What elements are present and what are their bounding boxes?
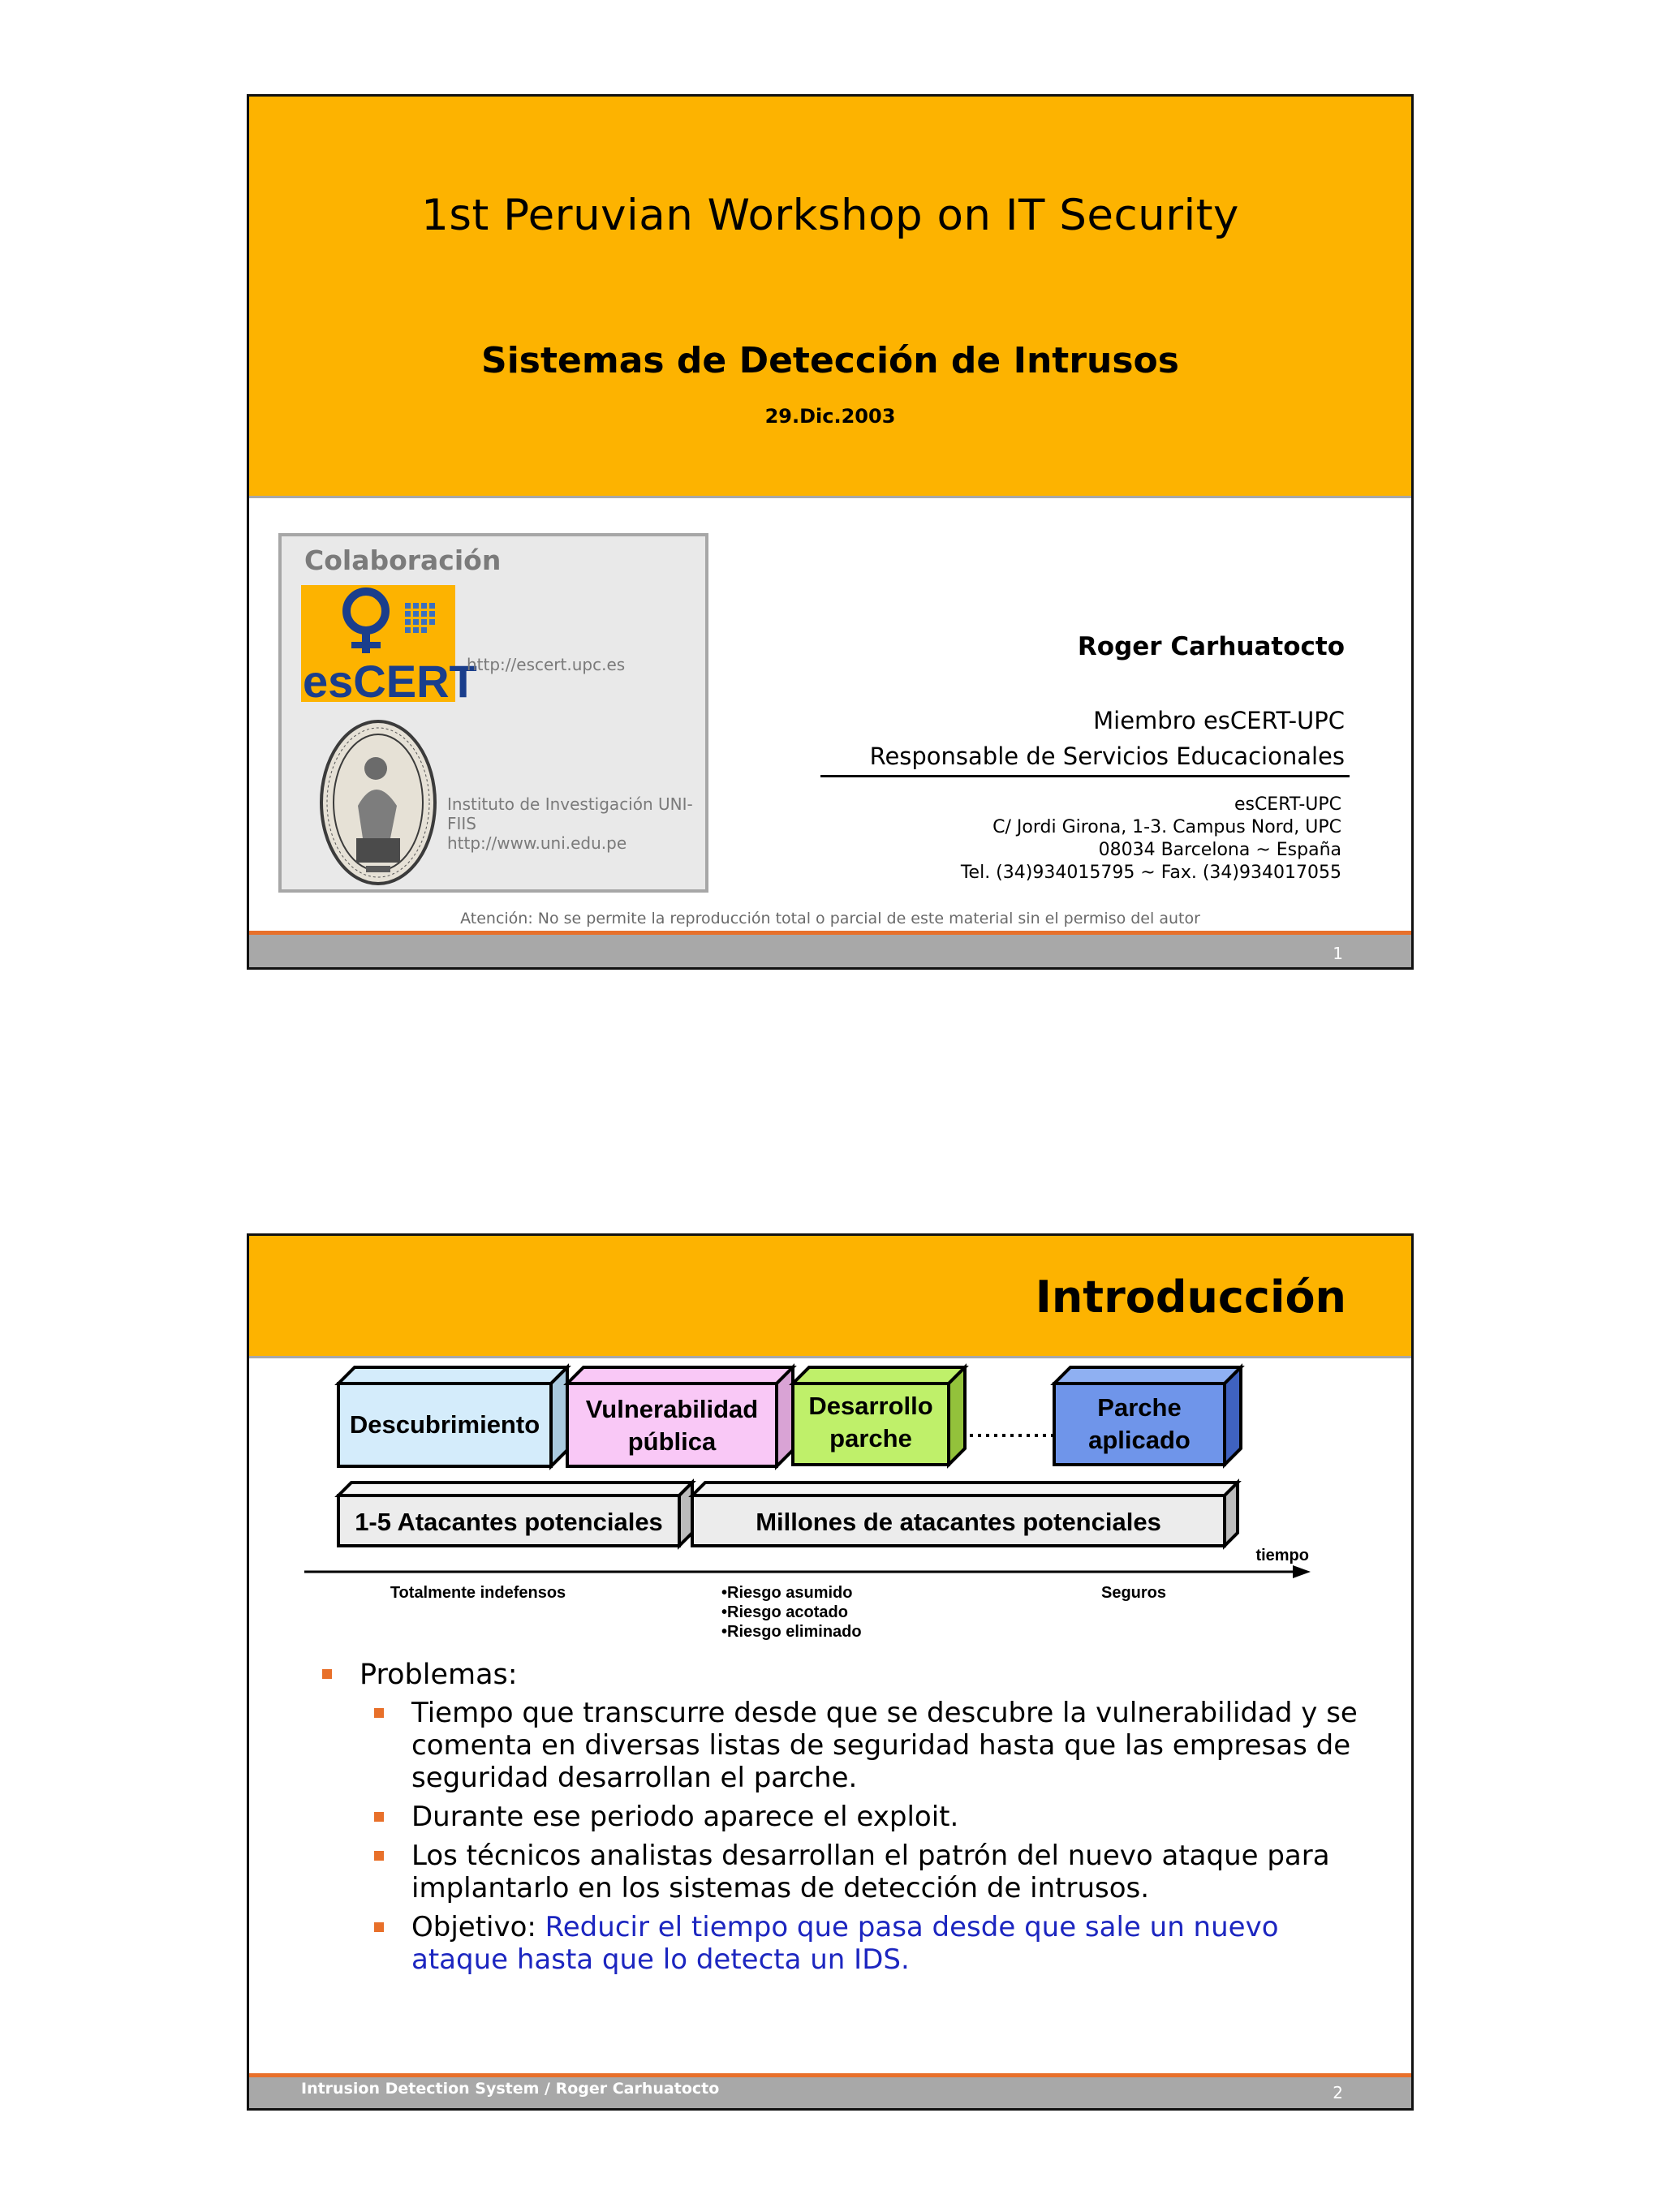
divider [820, 775, 1350, 777]
bullet-item-4 [314, 1911, 1369, 1976]
footer-bar [249, 935, 1411, 967]
objective-text: Reducir el tiempo que pasa desde que sale un nuevo ataque hasta que lo detecta un IDS. [411, 1911, 1279, 1976]
bar-atacantes-pocos [338, 1483, 692, 1546]
institute-url[interactable]: http://www.uni.edu.pe [447, 833, 627, 853]
escert-url[interactable]: http://escert.upc.es [467, 655, 626, 674]
address-line-1: C/ Jordi Girona, 1-3. Campus Nord, UPC [992, 817, 1341, 837]
page-number: 1 [1333, 944, 1343, 963]
axis-label-tiempo: tiempo [1255, 1547, 1309, 1564]
bar-atacantes-millones [692, 1483, 1238, 1546]
slide-date: 29.Dic.2003 [764, 405, 896, 428]
footer-text: Intrusion Detection System / Roger Carhuatocto [301, 2080, 720, 2098]
collaboration-box [278, 533, 708, 893]
author-name: Roger Carhuatocto [1077, 632, 1345, 661]
label-totalmente-indefensos: Totalmente indefensos [390, 1584, 566, 1602]
address-line-3: Tel. (34)934015795 ~ Fax. (34)934017055 [960, 863, 1341, 883]
box-descubrimiento [338, 1367, 567, 1466]
box-parche-label-1: Parche [1097, 1393, 1182, 1422]
label-seguros: Seguros [1100, 1584, 1167, 1602]
objective-prefix: Objetivo: [411, 1911, 545, 1943]
bar-atacantes-pocos-label: 1-5 Atacantes potenciales [355, 1508, 663, 1536]
collaboration-title: Colaboración [304, 544, 502, 576]
box-desarrollo-label-2: parche [829, 1424, 912, 1452]
address-line-2: 08034 Barcelona ~ España [1098, 840, 1341, 860]
author-role-1: Miembro esCERT-UPC [1093, 707, 1345, 734]
page-number: 2 [1333, 2083, 1343, 2102]
author-role-2: Responsable de Servicios Educacionales [869, 742, 1345, 770]
bar-atacantes-millones-label: Millones de atacantes potenciales [756, 1508, 1161, 1536]
vulnerability-timeline-diagram [249, 1366, 1416, 1674]
box-parche [1054, 1367, 1241, 1465]
copyright-notice: Atención: No se permite la reproducción total o parcial de este material sin el permiso del autor [460, 910, 1200, 927]
time-axis-arrow [1293, 1565, 1311, 1578]
box-vulnerabilidad-label-2: pública [627, 1427, 717, 1456]
box-vulnerabilidad [567, 1367, 793, 1466]
box-vulnerabilidad-label-1: Vulnerabilidad [585, 1395, 759, 1423]
slide-2 [247, 1233, 1414, 2111]
institute-name: Instituto de Investigación UNI-FIIS [447, 794, 693, 833]
box-parche-label-2: aplicado [1088, 1426, 1191, 1454]
label-riesgo-eliminado: •Riesgo eliminado [721, 1623, 862, 1641]
bullet-list [314, 1658, 1369, 1982]
slide-subtitle: Sistemas de Detección de Intrusos [481, 340, 1179, 381]
bullet-item-2: Durante ese periodo aparece el exploit. [314, 1801, 1369, 1833]
box-desarrollo-label-1: Desarrollo [808, 1392, 933, 1420]
box-desarrollo [793, 1367, 965, 1465]
svg-text:esCERT: esCERT [303, 656, 477, 707]
escert-logo [301, 585, 477, 707]
bullet-item-1: Tiempo que transcurre desde que se descubre la vulnerabilidad y se comenta en diversas listas de seguridad hasta que las empresas de seguridad desarrollan el parche. [314, 1697, 1369, 1794]
slide-1 [247, 94, 1414, 970]
slide-title: Introducción [1035, 1272, 1346, 1323]
uni-seal-icon [317, 717, 439, 889]
org-name: esCERT-UPC [1234, 794, 1341, 815]
title-banner [249, 1236, 1411, 1358]
institute-info [447, 794, 705, 853]
bullet-problemas: Problemas: [314, 1658, 1369, 1692]
bullet-item-3: Los técnicos analistas desarrollan el patrón del nuevo ataque para implantarlo en los sistemas de detección de intrusos. [314, 1840, 1369, 1904]
title-banner [249, 97, 1411, 498]
slide-title: 1st Peruvian Workshop on IT Security [421, 191, 1239, 240]
label-riesgo-acotado: •Riesgo acotado [721, 1603, 848, 1621]
label-riesgo-asumido: •Riesgo asumido [721, 1584, 853, 1602]
box-descubrimiento-label: Descubrimiento [349, 1410, 540, 1439]
